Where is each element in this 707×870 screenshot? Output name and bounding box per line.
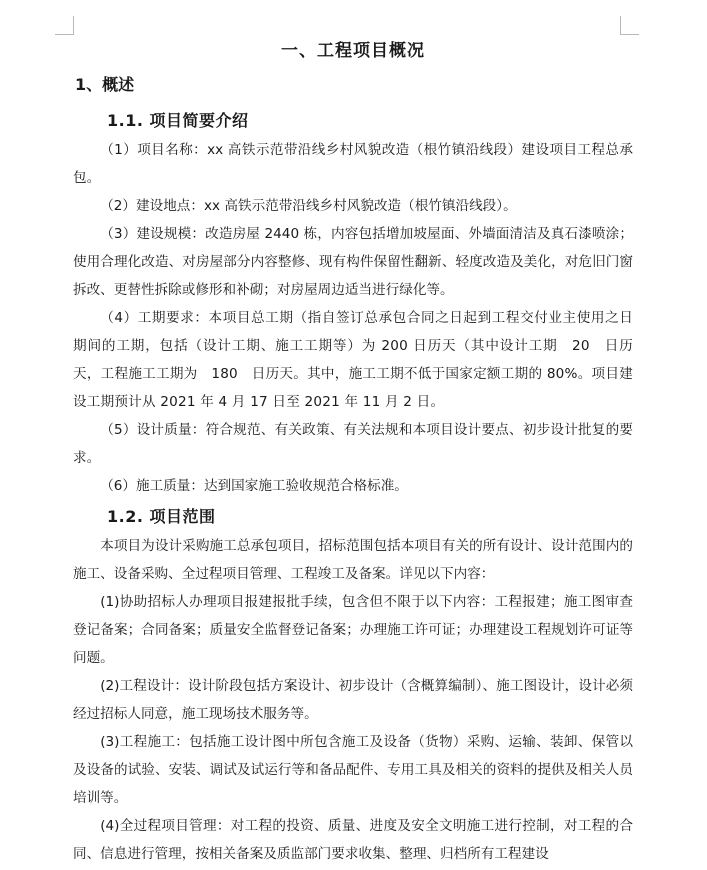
crop-mark-top-left [55, 16, 74, 35]
paragraph-scope-permits: (1)协助招标人办理项目报建报批手续，包含但不限于以下内容：工程报建；施工图审查登记备案；合同备案；质量安全监督登记备案；办理施工许可证；办理建设工程规划许可证等问题。 [73, 594, 633, 666]
section-heading-overview: 1、概述 [75, 75, 135, 94]
paragraph-project-scale: （3）建设规模：改造房屋 2440 栋，内容包括增加坡屋面、外墙面清洁及真石漆喷涂；使用合理化改造、对房屋部分内容整修、现有构件保留性翻新、轻度改造及美化，对危旧门窗拆改、更替性拆除或修形和补砌；对房屋周边适当进行绿化等。 [73, 226, 633, 298]
paragraph-project-location: （2）建设地点：xx 高铁示范带沿线乡村风貌改造（根竹镇沿线段）。 [100, 198, 517, 214]
paragraph-construction-quality: （6）施工质量：达到国家施工验收规范合格标准。 [100, 478, 408, 494]
subsection-heading-project-intro: 1.1. 项目简要介绍 [107, 111, 249, 130]
paragraph-schedule: （4）工期要求：本项目总工期（指自签订总承包合同之日起到工程交付业主使用之日期间的工期，包括（设计工期、施工工期等）为 200 日历天（其中设计工期 20 日历天，工程施工工期为 180 日历天。其中，施工工期不低于国家定额工期的 80%。项目建设工期预计从 2021 年 4 月 17 日至 2021 年 11 月 2 日。 [73, 310, 633, 410]
subsection-heading-project-scope: 1.2. 项目范围 [107, 507, 216, 526]
paragraph-project-name: （1）项目名称：xx 高铁示范带沿线乡村风貌改造（根竹镇沿线段）建设项目工程总承包。 [73, 142, 633, 186]
paragraph-scope-construction: (3)工程施工：包括施工设计图中所包含施工及设备（货物）采购、运输、装卸、保管以及设备的试验、安装、调试及试运行等和备品配件、专用工具及相关的资料的提供及相关人员培训等。 [73, 734, 633, 806]
paragraph-scope-management: (4)全过程项目管理：对工程的投资、质量、进度及安全文明施工进行控制，对工程的合同、信息进行管理，按相关备案及质监部门要求收集、整理、归档所有工程建设 [73, 818, 633, 862]
crop-mark-top-right [620, 16, 639, 35]
paragraph-design-quality: （5）设计质量：符合规范、有关政策、有关法规和本项目设计要点、初步设计批复的要求。 [73, 422, 633, 466]
paragraph-scope-design: (2)工程设计：设计阶段包括方案设计、初步设计（含概算编制）、施工图设计，设计必须经过招标人同意，施工现场技术服务等。 [73, 678, 633, 722]
paragraph-scope-intro: 本项目为设计采购施工总承包项目，招标范围包括本项目有关的所有设计、设计范围内的施工、设备采购、全过程项目管理、工程竣工及备案。详见以下内容： [73, 538, 633, 582]
document-title: 一、工程项目概况 [281, 41, 425, 61]
